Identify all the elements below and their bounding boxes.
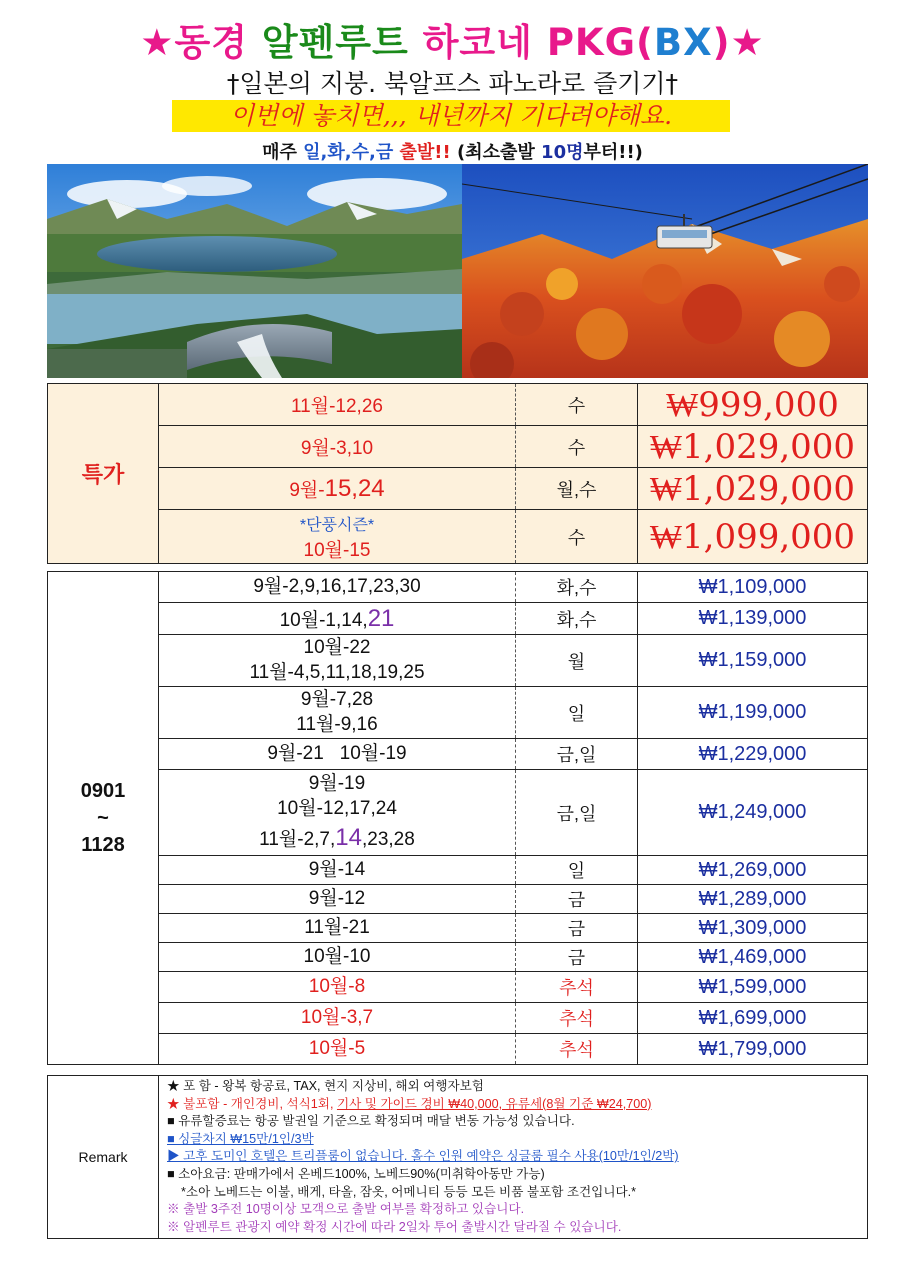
schedule-depart: 출발!!	[399, 142, 451, 163]
table-row	[48, 770, 868, 856]
regular-day: 금,일	[516, 770, 638, 856]
special-date: 11월-12,26	[159, 384, 516, 426]
regular-day: 추석	[516, 1003, 638, 1034]
regular-day: 일	[516, 856, 638, 885]
regular-date-line: 10월-22	[303, 637, 371, 658]
special-price: ₩1,099,000	[638, 510, 868, 564]
period-start: 0901	[80, 779, 126, 802]
title-paren-close: )	[712, 21, 731, 64]
table-row	[48, 943, 868, 972]
autumn-season-note: *단풍시즌*	[299, 516, 375, 534]
remark-line	[167, 1096, 859, 1114]
table-row	[48, 635, 868, 687]
regular-price: ₩1,309,000	[638, 914, 868, 943]
table-row	[48, 572, 868, 603]
regular-price: ₩1,289,000	[638, 885, 868, 914]
regular-price: ₩1,799,000	[638, 1034, 868, 1065]
regular-date: 9월-21 10월-19	[159, 739, 516, 770]
special-label: 특가	[48, 384, 159, 564]
regular-day: 금	[516, 943, 638, 972]
regular-day: 금,일	[516, 739, 638, 770]
period-tilde: ~	[97, 806, 109, 829]
special-date-days: 15,24	[324, 474, 385, 502]
remark-line: ★ 포 함 - 왕복 항공료, TAX, 현지 지상비, 해외 여행자보험	[167, 1079, 484, 1093]
regular-price: ₩1,699,000	[638, 1003, 868, 1034]
regular-date	[159, 635, 516, 687]
schedule-prefix: 매주	[262, 142, 297, 163]
special-date	[159, 510, 516, 564]
title-hakone: 하코네	[422, 21, 533, 64]
regular-day: 화,수	[516, 603, 638, 635]
regular-date	[159, 603, 516, 635]
regular-day: 추석	[516, 972, 638, 1003]
title-star-left: ★	[140, 21, 175, 64]
regular-date: 10월-3,7	[159, 1003, 516, 1034]
special-day: 수	[516, 384, 638, 426]
table-row	[48, 1076, 868, 1239]
regular-date-line: 9월-19	[308, 773, 366, 795]
mountain-lake-dam-photo	[47, 164, 462, 378]
table-row	[48, 739, 868, 770]
regular-date-line: 11월-4,5,11,18,19,25	[249, 661, 425, 683]
period-label	[48, 572, 159, 1065]
regular-price: ₩1,269,000	[638, 856, 868, 885]
regular-price: ₩1,469,000	[638, 943, 868, 972]
regular-date	[159, 770, 516, 856]
special-price-table	[47, 383, 868, 564]
table-row	[48, 468, 868, 510]
schedule-min-suffix: 부터!!)	[583, 142, 643, 163]
regular-day: 화,수	[516, 572, 638, 603]
regular-date-line	[159, 822, 515, 853]
regular-price: ₩1,109,000	[638, 572, 868, 603]
remark-text: ★ 불포함 - 개인경비, 석식1회,	[167, 1096, 337, 1111]
schedule-min-count: 10명	[541, 142, 584, 163]
table-row	[48, 510, 868, 564]
regular-date: 9월-2,9,16,17,23,30	[159, 572, 516, 603]
regular-date-highlight: 21	[367, 605, 395, 632]
regular-date: 10월-8	[159, 972, 516, 1003]
table-row	[48, 914, 868, 943]
remark-line: ▶ 고후 도미인 호텔은 트리플룸이 없습니다. 홀수 인원 예약은 싱글룸 필수 사용(10만/1인/2박)	[167, 1149, 679, 1164]
table-row	[48, 972, 868, 1003]
regular-day: 일	[516, 687, 638, 739]
autumn-ropeway-photo	[462, 164, 868, 378]
regular-date-line: 10월-12,17,24	[277, 798, 397, 820]
title-pkg: PKG(	[546, 21, 654, 64]
title-star-right: ★	[730, 21, 765, 64]
special-day: 수	[516, 426, 638, 468]
regular-date: 10월-5	[159, 1034, 516, 1065]
regular-date: 11월-21	[159, 914, 516, 943]
table-row	[48, 1034, 868, 1065]
table-row	[48, 426, 868, 468]
remark-line: ※ 출발 3주전 10명이상 모객으로 출발 여부를 확정하고 있습니다.	[167, 1202, 525, 1217]
special-date-month: 9월-	[289, 479, 325, 501]
regular-day: 금	[516, 914, 638, 943]
regular-price: ₩1,229,000	[638, 739, 868, 770]
table-row	[48, 384, 868, 426]
table-row	[48, 885, 868, 914]
remark-table	[47, 1075, 868, 1239]
special-day: 수	[516, 510, 638, 564]
remark-line: ■ 유류할증료는 항공 발권일 기준으로 확정되며 매달 변동 가능성 있습니다.	[167, 1114, 575, 1129]
title-tokyo: 동경	[174, 21, 248, 64]
regular-date-part: ,23,28	[361, 828, 415, 850]
special-price: ₩1,029,000	[638, 468, 868, 510]
special-date	[159, 468, 516, 510]
remark-line: ■ 소아요금: 판매가에서 온베드100%, 노베드90%(미취학아동만 가능)	[167, 1166, 545, 1181]
tagline-banner: 이번에 놓치면,,, 내년까지 기다려야해요.	[172, 100, 730, 132]
regular-date-line: 11월-9,16	[296, 713, 378, 735]
page-title	[0, 12, 905, 66]
regular-price: ₩1,199,000	[638, 687, 868, 739]
regular-date-line: 9월-7,28	[300, 689, 374, 710]
regular-day: 금	[516, 885, 638, 914]
special-price: ₩1,029,000	[638, 426, 868, 468]
title-alpenroute: 알펜루트	[261, 21, 409, 64]
special-price: ₩999,000	[638, 384, 868, 426]
regular-date: 9월-12	[159, 885, 516, 914]
special-day: 월,수	[516, 468, 638, 510]
regular-price: ₩1,249,000	[638, 770, 868, 856]
table-row	[48, 603, 868, 635]
regular-date-highlight: 14	[335, 823, 362, 851]
schedule-min-prefix: (최소출발	[456, 142, 535, 163]
regular-date: 10월-10	[159, 943, 516, 972]
table-row	[48, 856, 868, 885]
regular-date	[159, 687, 516, 739]
schedule-days: 일,화,수,금	[303, 142, 394, 163]
regular-day: 추석	[516, 1034, 638, 1065]
remark-text: 기사 및 가이드 경비 ₩40,000, 유류세(8월 기준 ₩24,700)	[336, 1096, 652, 1111]
remark-label: Remark	[48, 1076, 159, 1239]
period-end: 1128	[81, 833, 125, 856]
remark-line: ※ 알펜루트 관광지 예약 확정 시간에 따라 2일차 투어 출발시간 달라질 수 있습니다.	[167, 1219, 622, 1234]
special-date: 9월-3,10	[159, 426, 516, 468]
title-airline: BX	[653, 21, 713, 64]
regular-price: ₩1,139,000	[638, 603, 868, 635]
remark-line: ■ 싱글차지 ₩15만/1인/3박	[167, 1131, 314, 1146]
schedule-line	[0, 138, 905, 164]
table-row	[48, 1003, 868, 1034]
regular-price: ₩1,159,000	[638, 635, 868, 687]
regular-price: ₩1,599,000	[638, 972, 868, 1003]
remark-body	[159, 1076, 868, 1239]
special-date-text: 10월-15	[303, 539, 371, 561]
subtitle: †일본의 지붕. 북알프스 파노라로 즐기기†	[226, 69, 679, 98]
regular-date-main: 10월-1,14,	[279, 610, 368, 631]
regular-date: 9월-14	[159, 856, 516, 885]
regular-price-table	[47, 571, 868, 1065]
remark-line: *소아 노베드는 이불, 배게, 타올, 잠옷, 어메니티 등등 모든 비품 불포함 조건입니다.*	[181, 1184, 637, 1199]
regular-date-part: 11월-2,7,	[259, 828, 336, 850]
table-row	[48, 687, 868, 739]
regular-day: 월	[516, 635, 638, 687]
